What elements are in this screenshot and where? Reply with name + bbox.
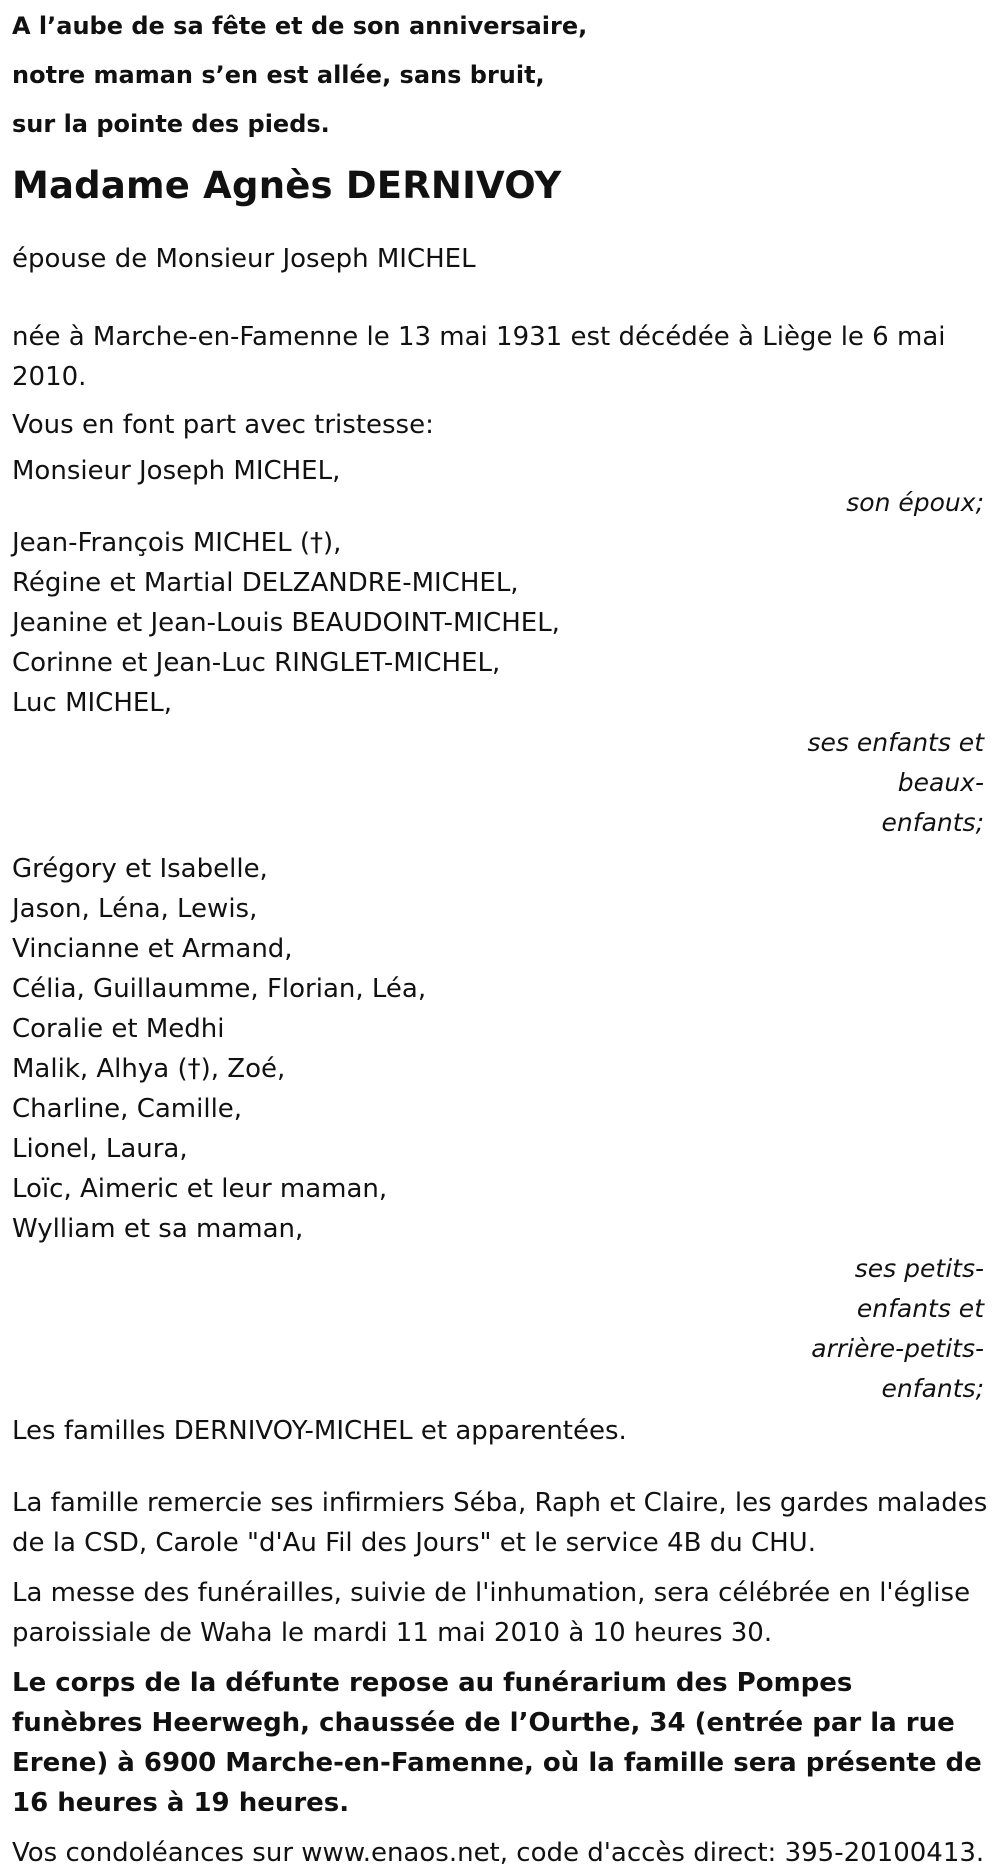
family-role: ses petits-enfants et arrière-petits-enfants; (811, 1254, 984, 1403)
family-name-line: Wylliam et sa maman, (12, 1214, 304, 1244)
family-name-line: Vincianne et Armand, (12, 934, 293, 964)
condolences-text: Vos condoléances sur www.enaos.net, code d'accès direct: 395-20100413. (12, 1838, 985, 1868)
thanks-text: La famille remercie ses infirmiers Séba, Raph et Claire, les gardes malades de la CSD, Carole "d'Au Fil des Jours" et le service 4B du CHU. (12, 1488, 988, 1558)
family-name-line: Grégory et Isabelle, (12, 854, 268, 884)
family-name-line: Régine et Martial DELZANDRE-MICHEL, (12, 568, 519, 598)
obituary-page (0, 2, 1000, 1868)
family-role: son époux; (846, 488, 984, 517)
family-names (12, 849, 988, 1249)
family-name-line: Jeanine et Jean-Louis BEAUDOINT-MICHEL, (12, 608, 560, 638)
announcement-text: Vous en font part avec tristesse: (12, 410, 434, 440)
funeral-mass-text: La messe des funérailles, suivie de l'inhumation, sera célébrée en l'église paroissiale de Waha le mardi 11 mai 2010 à 10 heures 30. (12, 1578, 971, 1648)
family-group-spouse (12, 451, 988, 523)
intro-poem (12, 2, 988, 149)
family-role: ses enfants et beaux-enfants; (807, 728, 984, 837)
family-group-grandchildren (12, 849, 988, 1409)
family-group-children (12, 523, 988, 843)
families-text: Les familles DERNIVOY-MICHEL et apparentées. (12, 1416, 627, 1446)
spouse-of-text: épouse de Monsieur Joseph MICHEL (12, 244, 476, 274)
deceased-name: Madame Agnès DERNIVOY (12, 164, 562, 207)
family-name-line: Charline, Camille, (12, 1094, 243, 1124)
family-name-line: Malik, Alhya (†), Zoé, (12, 1054, 286, 1084)
family-name-line: Jason, Léna, Lewis, (12, 894, 258, 924)
family-name-line: Coralie et Medhi (12, 1014, 225, 1044)
family-name-line: Luc MICHEL, (12, 688, 173, 718)
intro-line: A l’aube de sa fête et de son anniversaire, (12, 12, 588, 40)
family-name-line: Corinne et Jean-Luc RINGLET-MICHEL, (12, 648, 501, 678)
birth-death-text: née à Marche-en-Famenne le 13 mai 1931 est décédée à Liège le 6 mai 2010. (12, 322, 946, 392)
family-name-line: Célia, Guillaumme, Florian, Léa, (12, 974, 427, 1004)
family-name-line: Lionel, Laura, (12, 1134, 188, 1164)
funeral-home-text: Le corps de la défunte repose au funérarium des Pompes funèbres Heerwegh, chaussée de l’Ourthe, 34 (entrée par la rue Erene) à 6900 Marche-en-Famenne, où la famille sera présente de 16 heures à 19 heures. (12, 1668, 982, 1818)
intro-line: sur la pointe des pieds. (12, 110, 330, 138)
family-names (12, 523, 988, 723)
family-name-line: Monsieur Joseph MICHEL, (12, 456, 341, 486)
family-name-line: Jean-François MICHEL (†), (12, 528, 342, 558)
intro-line: notre maman s’en est allée, sans bruit, (12, 61, 545, 89)
family-name-line: Loïc, Aimeric et leur maman, (12, 1174, 388, 1204)
